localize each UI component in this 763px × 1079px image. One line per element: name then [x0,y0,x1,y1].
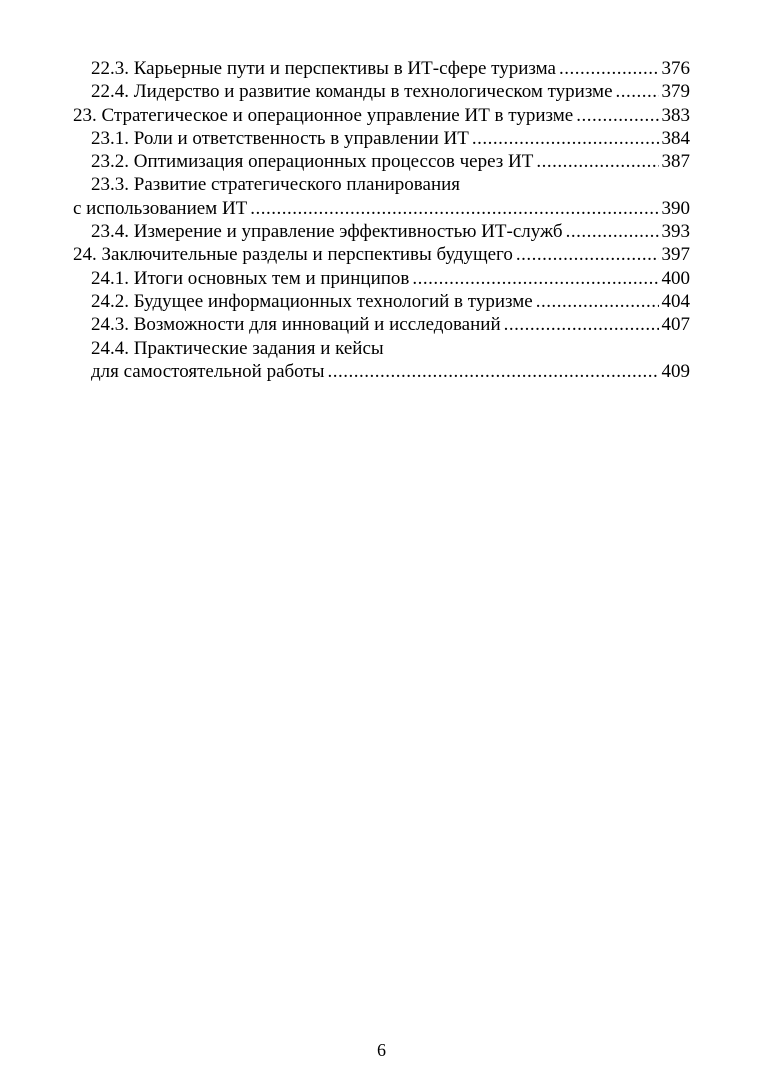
toc-leader-dots [559,57,659,80]
toc-entry-page: 393 [661,221,690,243]
toc-entry-23-3[interactable] [73,173,690,220]
toc-entry-title: 24.3. Возможности для инноваций и исследований [91,314,501,336]
page-number: 6 [377,1040,386,1060]
table-of-contents [73,57,690,383]
toc-entry-22-3[interactable] [73,57,690,80]
toc-entry-page: 400 [661,267,690,289]
toc-leader-dots [576,104,658,127]
toc-entry-title: 23.1. Роли и ответственность в управлении ИТ [91,127,469,149]
toc-entry-title: 22.4. Лидерство и развитие команды в технологическом туризме [91,81,613,103]
toc-entry-page: 376 [661,58,690,79]
toc-entry-title: 22.3. Карьерные пути и перспективы в ИТ-сфере туризма [91,58,556,79]
toc-entry-page: 384 [661,127,690,149]
toc-entry-page: 404 [661,290,690,312]
toc-entry-title: 23.2. Оптимизация операционных процессов через ИТ [91,151,534,173]
toc-leader-dots [472,127,659,150]
toc-entry-title: 24. Заключительные разделы и перспективы будущего [73,244,513,266]
toc-entry-page: 379 [661,81,690,103]
toc-entry-page: 387 [661,151,690,173]
toc-leader-dots [327,360,658,383]
toc-entry-22-4[interactable] [73,80,690,103]
toc-leader-dots [250,197,658,220]
toc-leader-dots [536,150,658,173]
toc-entry-title: 24.1. Итоги основных тем и принципов [91,267,410,289]
toc-entry-title-line1: 23.3. Развитие стратегического планирования [91,174,461,196]
toc-entry-title: 23.4. Измерение и управление эффективностью ИТ-служб [91,221,563,243]
toc-entry-24-4[interactable] [73,337,690,384]
toc-leader-dots [566,220,659,243]
toc-entry-title-line1: 24.4. Практические задания и кейсы [91,337,384,359]
toc-entry-title: 24.2. Будущее информационных технологий в туризме [91,290,533,312]
toc-entry-title: 23. Стратегическое и операционное управление ИТ в туризме [73,104,574,126]
toc-entry-page: 409 [661,360,690,382]
toc-entry-24-2[interactable] [73,290,690,313]
toc-entry-23-2[interactable] [73,150,690,173]
toc-entry-title-line2: с использованием ИТ [73,197,248,219]
toc-entry-page: 407 [661,314,690,336]
toc-entry-page: 397 [661,244,690,266]
toc-entry-page: 390 [661,197,690,219]
toc-entry-24[interactable] [73,243,690,266]
toc-entry-23-4[interactable] [73,220,690,243]
toc-leader-dots [516,243,659,266]
toc-leader-dots [536,290,659,313]
toc-entry-23-1[interactable] [73,127,690,150]
toc-entry-23[interactable] [73,104,690,127]
toc-leader-dots [412,267,658,290]
toc-leader-dots [616,80,659,103]
toc-entry-24-1[interactable] [73,267,690,290]
toc-entry-24-3[interactable] [73,313,690,336]
toc-entry-page: 383 [661,104,690,126]
toc-entry-title-line2: для самостоятельной работы [91,360,325,382]
toc-leader-dots [504,313,659,336]
